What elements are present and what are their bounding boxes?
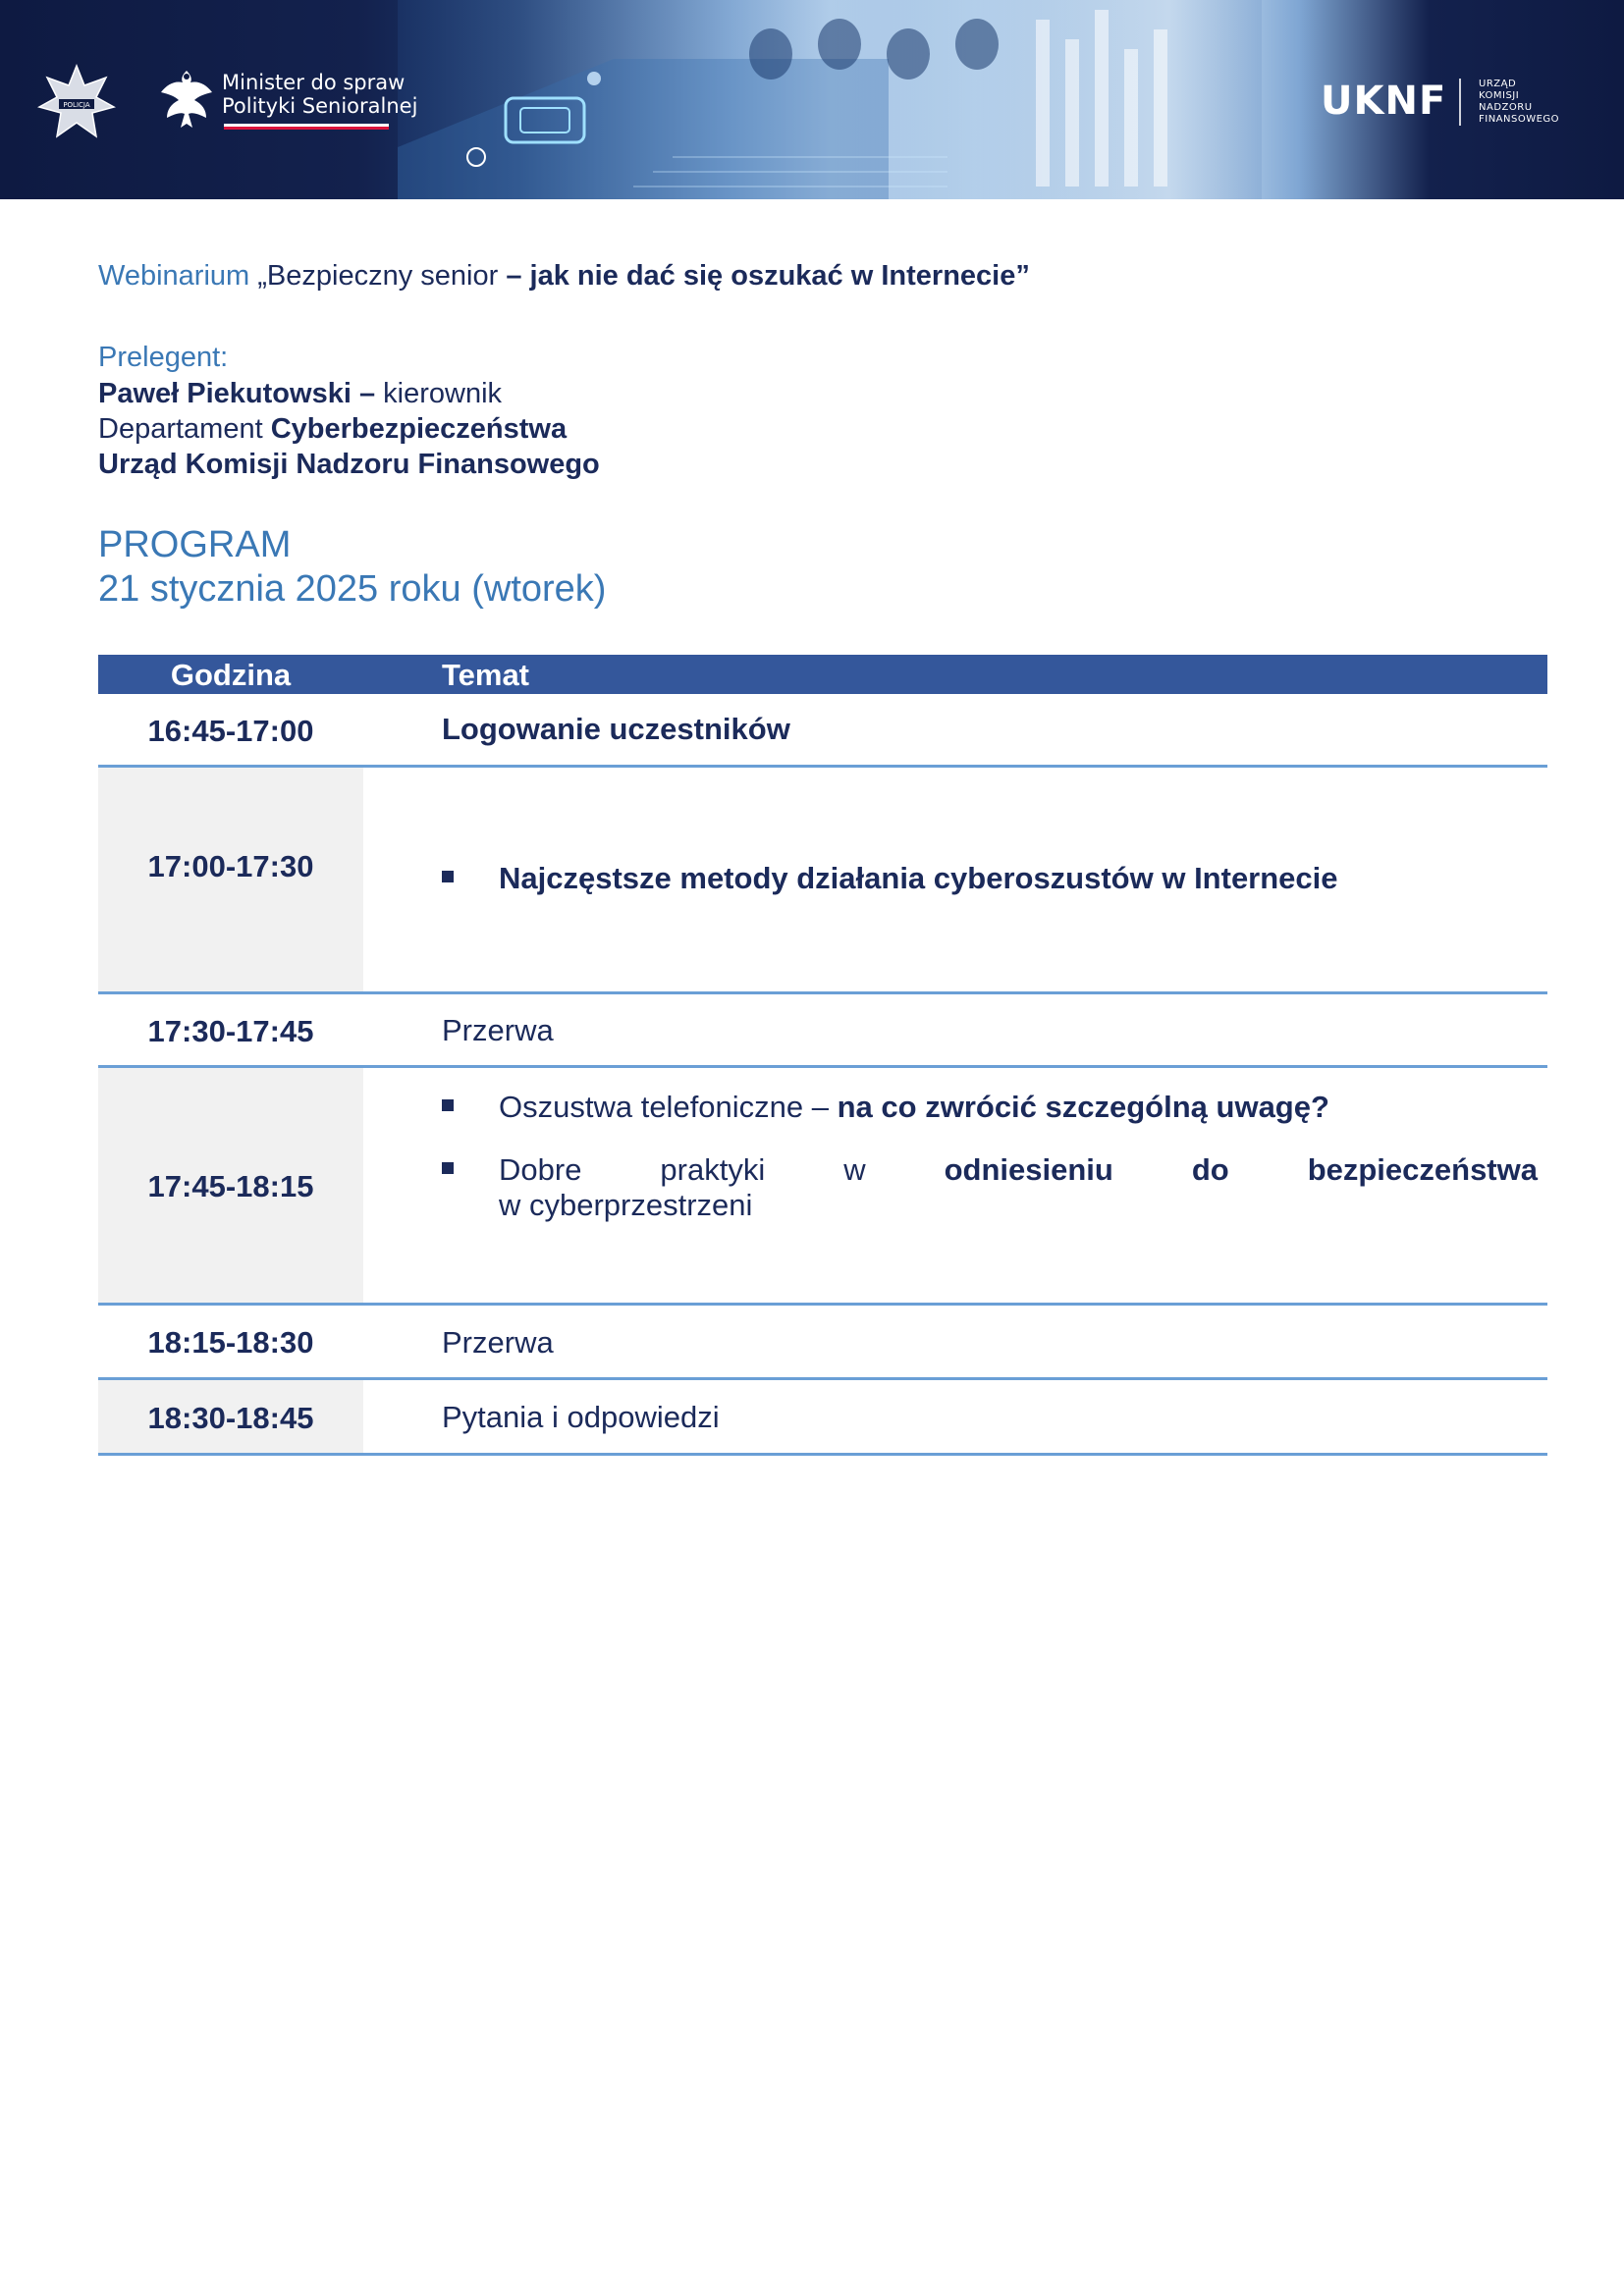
police-star-icon bbox=[37, 64, 116, 142]
speaker-dash: – bbox=[351, 378, 384, 409]
row-time: 18:30-18:45 bbox=[98, 1380, 363, 1456]
schedule-row bbox=[98, 1068, 1547, 1306]
technology-illustration bbox=[398, 0, 1262, 199]
prelegent-label: Prelegent: bbox=[98, 342, 229, 373]
uknf-subtitle bbox=[1479, 79, 1559, 126]
flag-stripe-red bbox=[224, 127, 389, 130]
row-topic: Najczęstsze metody działania cyberoszustów w Internecie bbox=[499, 861, 1338, 895]
bullet2-line1 bbox=[499, 1152, 1538, 1188]
uknf-sub-line: KOMISJI bbox=[1479, 90, 1520, 101]
row-topic: Przerwa bbox=[442, 1013, 554, 1047]
program-title: PROGRAM bbox=[98, 524, 292, 565]
webinar-label: Webinarium bbox=[98, 260, 250, 292]
row-topic-cell bbox=[442, 1380, 1547, 1456]
bullet2-word: do bbox=[1191, 1152, 1229, 1187]
webinar-title-dash: – bbox=[498, 260, 530, 292]
bullet2-word: w bbox=[843, 1152, 866, 1187]
bullet-square-icon bbox=[442, 871, 454, 882]
row-topic-cell bbox=[442, 1068, 1547, 1306]
program-heading bbox=[98, 523, 606, 612]
uknf-logo: UKNF bbox=[1321, 79, 1447, 124]
speaker-line bbox=[98, 376, 600, 411]
schedule-row bbox=[98, 1306, 1547, 1380]
speaker-block bbox=[98, 376, 600, 482]
row-time: 16:45-17:00 bbox=[147, 713, 314, 748]
header-banner bbox=[0, 0, 1624, 199]
uknf-divider bbox=[1459, 79, 1461, 126]
polish-eagle-icon bbox=[157, 67, 216, 135]
row-divider bbox=[98, 1453, 1547, 1456]
webinar-title-part2: jak nie dać się oszukać w Internecie” bbox=[529, 260, 1030, 292]
row-topic-cell bbox=[442, 694, 1547, 768]
schedule-row bbox=[98, 694, 1547, 768]
organization-name: Urząd Komisji Nadzoru Finansowego bbox=[98, 449, 600, 480]
uknf-sub-line: NADZORU bbox=[1479, 102, 1533, 113]
bullet-square-icon bbox=[442, 1162, 454, 1174]
department-name: Cyberbezpieczeństwa bbox=[270, 413, 568, 445]
bullet1-part2: na co zwrócić szczególną uwagę? bbox=[837, 1090, 1329, 1124]
row-time: 18:15-18:30 bbox=[147, 1325, 314, 1360]
header-topic: Temat bbox=[442, 658, 530, 692]
row-time: 17:30-17:45 bbox=[147, 1013, 314, 1048]
minister-label bbox=[222, 71, 417, 118]
row-topic: Logowanie uczestników bbox=[442, 712, 790, 746]
bullet1-part1: Oszustwa telefoniczne – bbox=[499, 1090, 838, 1124]
schedule-row bbox=[98, 1380, 1547, 1456]
schedule-row bbox=[98, 994, 1547, 1068]
row-time bbox=[98, 768, 363, 994]
bullet2-word: Dobre bbox=[499, 1152, 582, 1187]
row-topic-cell bbox=[442, 768, 1547, 994]
minister-line2: Polityki Senioralnej bbox=[222, 94, 418, 118]
row-time-text: 17:00-17:30 bbox=[147, 849, 314, 883]
row-time-text: 17:45-18:15 bbox=[147, 1169, 314, 1203]
department-line bbox=[98, 411, 600, 447]
speaker-role: kierownik bbox=[383, 378, 503, 409]
row-topic-cell bbox=[442, 1306, 1547, 1380]
minister-line1: Minister do spraw bbox=[222, 71, 406, 94]
bullet-square-icon bbox=[442, 1099, 454, 1111]
uknf-sub-line: FINANSOWEGO bbox=[1479, 114, 1560, 125]
bullet2-word: praktyki bbox=[660, 1152, 766, 1187]
bullet2-word: bezpieczeństwa bbox=[1307, 1152, 1538, 1187]
bullet2-line2: w cyberprzestrzeni bbox=[499, 1188, 753, 1222]
webinar-title bbox=[98, 260, 1030, 293]
department-prefix: Departament bbox=[98, 413, 271, 445]
row-topic-cell bbox=[442, 994, 1547, 1068]
police-label: POLICJA bbox=[63, 101, 90, 109]
bullet-item-good-practices bbox=[499, 1152, 1538, 1223]
row-topic: Przerwa bbox=[442, 1325, 554, 1360]
speaker-name: Paweł Piekutowski bbox=[98, 378, 352, 409]
bullet-item-phone-scams bbox=[499, 1090, 1329, 1125]
row-topic: Pytania i odpowiedzi bbox=[442, 1400, 720, 1434]
header-time: Godzina bbox=[170, 658, 292, 692]
schedule-row bbox=[98, 768, 1547, 994]
row-time bbox=[98, 1068, 363, 1306]
webinar-title-part1: „Bezpieczny senior bbox=[257, 260, 499, 292]
bullet2-word: odniesieniu bbox=[944, 1152, 1113, 1187]
program-date: 21 stycznia 2025 roku (wtorek) bbox=[98, 568, 607, 610]
schedule-table-header bbox=[98, 655, 1547, 694]
uknf-sub-line: URZĄD bbox=[1479, 79, 1517, 89]
